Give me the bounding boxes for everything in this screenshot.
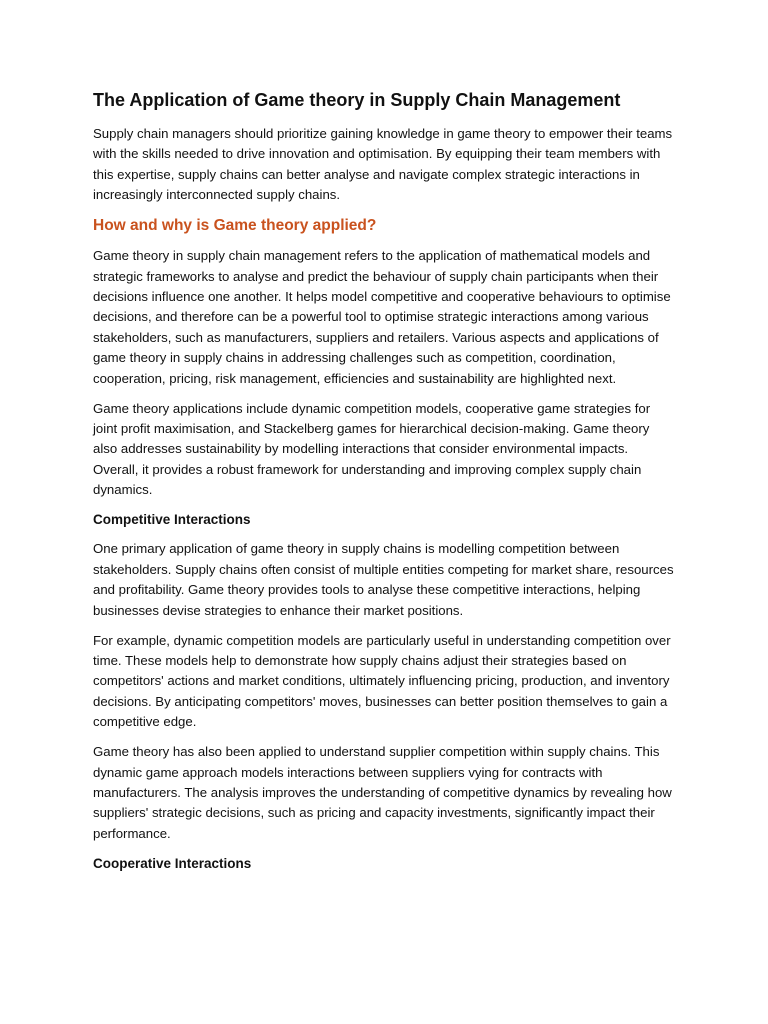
subheading-competitive-interactions: Competitive Interactions xyxy=(93,512,251,528)
competitive-paragraph: One primary application of game theory in supply chains is modelling competition between stakeholders. Supply chains often consist of multiple entities competing for market share, resources and profitability. Game theory provides tools to analyse these competitive interactions, helping businesses devise strategies to enhance their market positions. xyxy=(93,541,674,618)
document-title: The Application of Game theory in Supply Chain Management xyxy=(93,90,621,110)
document-page xyxy=(93,88,677,883)
section-paragraph: Game theory in supply chain management refers to the application of mathematical models and strategic frameworks to analyse and predict the behaviour of supply chain participants when their decisions influence one another. It helps model competitive and cooperative behaviours to optimise decisions, and therefore can be a powerful tool to optimise strategic interactions among various stakeholders, such as manufacturers, suppliers and retailers. Various aspects and applications of game theory in supply chains in addressing challenges such as competition, coordination, cooperation, pricing, risk management, efficiencies and sustainability are highlighted next. xyxy=(93,248,671,386)
section-heading-how-why: How and why is Game theory applied? xyxy=(93,217,377,235)
subheading-cooperative-interactions: Cooperative Interactions xyxy=(93,855,252,871)
section-paragraph: Game theory applications include dynamic competition models, cooperative game strategies for joint profit maximisation, and Stackelberg games for hierarchical decision-making. Game theory also addresses sustainability by modelling interactions that consider environmental impacts. Overall, it provides a robust framework for understanding and improving complex supply chain dynamics. xyxy=(93,400,651,498)
competitive-paragraph: Game theory has also been applied to understand supplier competition within supply chains. This dynamic game approach models interactions between suppliers vying for contracts with manufacturers. The analysis improves the understanding of competitive dynamics by revealing how suppliers' strategic decisions, such as pricing and capacity investments, significantly impact their performance. xyxy=(93,744,672,841)
intro-paragraph: Supply chain managers should prioritize gaining knowledge in game theory to empower their teams with the skills needed to drive innovation and optimisation. By equipping their team members with this expertise, supply chains can better analyse and navigate complex strategic interactions in increasingly interconnected supply chains. xyxy=(93,126,673,203)
competitive-paragraph: For example, dynamic competition models are particularly useful in understanding competition over time. These models help to demonstrate how supply chains adjust their strategies based on competitors' actions and market conditions, ultimately influencing pricing, production, and inventory decisions. By anticipating competitors' moves, businesses can better position themselves to gain a competitive edge. xyxy=(93,632,671,730)
